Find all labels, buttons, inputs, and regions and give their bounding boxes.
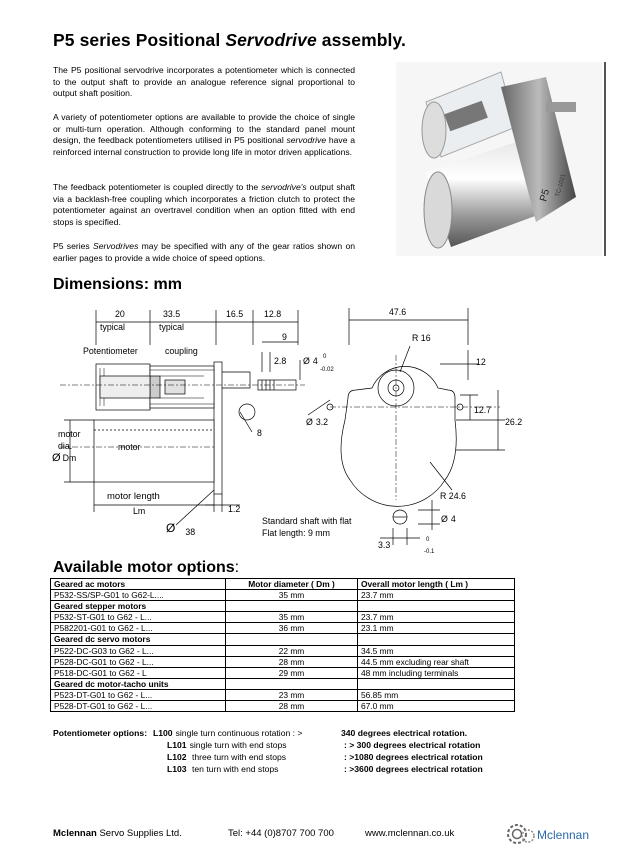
table-header-row (51, 579, 515, 590)
potentiometer-options-label: Potentiometer options: (53, 728, 148, 738)
photo-label-code: TC-1021 (555, 173, 567, 198)
page-title: P5 series Positional Servodrive assembly. (53, 30, 406, 50)
dimension-drawing (40, 298, 560, 560)
table-cell: Overall motor length ( Lm ) (358, 579, 515, 590)
motor-options-heading: Available motor options: (53, 559, 240, 576)
footer-company: Mclennan Servo Supplies Ltd. (53, 828, 182, 839)
table-cell: 34.5 mm (358, 645, 515, 656)
shaft-note-1: Standard shaft with flat (262, 516, 352, 526)
dim-tol-01: -0.1 (424, 549, 435, 555)
table-cell: 28 mm (226, 701, 358, 712)
table-cell: 35 mm (226, 590, 358, 601)
table-cell (226, 678, 358, 689)
table-cell: 23.7 mm (358, 612, 515, 623)
label-lm: Lm (133, 506, 146, 516)
label-potentiometer: Potentiometer (83, 346, 138, 356)
shaft-note-2: Flat length: 9 mm (262, 528, 330, 538)
footer-website[interactable]: www.mclennan.co.uk (365, 828, 455, 839)
table-cell: P582201-G01 to G62 - L... (51, 623, 226, 634)
table-cell: 23.1 mm (358, 623, 515, 634)
table-cell (358, 634, 515, 645)
dim-9: 9 (282, 332, 287, 342)
footer-telephone: Tel: +44 (0)8707 700 700 (228, 828, 334, 839)
table-row (51, 689, 515, 700)
table-cell: Geared ac motors (51, 579, 226, 590)
dim-26-2: 26.2 (505, 417, 523, 427)
label-motor-dia-1: motor (58, 429, 81, 439)
table-cell: 35 mm (226, 612, 358, 623)
dim-33-5: 33.5 (163, 309, 181, 319)
table-row (51, 590, 515, 601)
potentiometer-option-l103: L103 ten turn with end stops : >3600 degrees electrical rotation (167, 764, 483, 774)
intro-paragraph-4: P5 series Servodrives may be specified with any of the gear ratios shown on earlier pages to provide a wide choice of speed options. (53, 241, 356, 263)
motor-options-table (50, 578, 515, 712)
table-cell (358, 678, 515, 689)
dim-4-shaft: Ø 4 (441, 514, 456, 524)
intro-paragraph-2: A variety of potentiometer options are available to provide the choice of single or multi-turn operation. Although conforming to the standard panel mount design, the feedback potentiometers utilised in P5 positional servodrive have a reinforced internal construction to provide long life in motor driven applications. (53, 112, 355, 157)
table-row (51, 656, 515, 667)
table-cell: 56.85 mm (358, 689, 515, 700)
dim-phi-4: Ø 4 (303, 356, 318, 366)
table-cell (226, 601, 358, 612)
table-cell: 44.5 mm excluding rear shaft (358, 656, 515, 667)
table-cell: Geared dc servo motors (51, 634, 226, 645)
potentiometer-option-l100: L100 single turn continuous rotation : > 340 degrees electrical rotation. (153, 728, 468, 738)
intro-paragraph-3: The feedback potentiometer is coupled directly to the servodrive's output shaft via a backlash-free coupling which incorporates a friction clutch to protect the potentiometer against an overtravel condition when an option fitted with end stops is specified. (53, 182, 355, 227)
dim-tol-002: -0.02 (320, 367, 334, 373)
intro-paragraph-1: The P5 positional servodrive incorporates a potentiometer which is connected to the output shaft to provide an analogue reference signal proportional to output shaft position. (53, 65, 355, 99)
dim-1-2: 1.2 (228, 504, 241, 514)
label-motor: motor (118, 442, 141, 452)
table-row (51, 667, 515, 678)
label-motor-dia-2: dia. (58, 441, 73, 451)
dim-3-3: 3.3 (378, 540, 391, 550)
dim-16-5: 16.5 (226, 309, 244, 319)
table-cell: 28 mm (226, 656, 358, 667)
potentiometer-option-l102: L102 three turn with end stops : >1080 degrees electrical rotation (167, 752, 483, 762)
table-cell: P523-DT-G01 to G62 - L... (51, 689, 226, 700)
dim-3-2: Ø 3.2 (306, 417, 329, 427)
label-coupling: coupling (165, 346, 198, 356)
dim-typical-2: typical (159, 322, 184, 332)
table-cell: 23 mm (226, 689, 358, 700)
dim-47-6: 47.6 (389, 307, 407, 317)
table-cell: 23.7 mm (358, 590, 515, 601)
dim-r24-6: R 24.6 (440, 491, 466, 501)
dim-20: 20 (115, 309, 125, 319)
photo-edge-bar (604, 62, 606, 256)
table-group-row (51, 678, 515, 689)
table-cell (226, 634, 358, 645)
dimensions-heading: Dimensions: mm (53, 276, 182, 293)
table-group-row (51, 634, 515, 645)
table-cell: Motor diameter ( Dm ) (226, 579, 358, 590)
photo-label-p5: P5 (538, 188, 553, 203)
dim-r16: R 16 (412, 333, 431, 343)
table-cell: 22 mm (226, 645, 358, 656)
table-cell: 36 mm (226, 623, 358, 634)
product-photo (396, 62, 602, 256)
mclennan-logo (506, 822, 596, 851)
table-cell: Geared stepper motors (51, 601, 226, 612)
dim-8: 8 (257, 428, 262, 438)
table-cell: 67.0 mm (358, 701, 515, 712)
table-row (51, 645, 515, 656)
table-cell: P518-DC-G01 to G62 - L (51, 667, 226, 678)
table-row (51, 701, 515, 712)
dim-12-8: 12.8 (264, 309, 282, 319)
table-cell: 29 mm (226, 667, 358, 678)
dim-typical-1: typical (100, 322, 125, 332)
table-cell: P532-ST-G01 to G62 - L... (51, 612, 226, 623)
table-cell: P522-DC-G03 to G62 - L... (51, 645, 226, 656)
dim-12: 12 (476, 357, 486, 367)
dim-38: Ø 38 (166, 521, 196, 537)
table-cell: 48 mm including terminals (358, 667, 515, 678)
label-motor-length: motor length (107, 491, 160, 502)
logo-text: Mclennan (537, 828, 590, 842)
table-cell: Geared dc motor-tacho units (51, 678, 226, 689)
table-group-row (51, 601, 515, 612)
table-row (51, 623, 515, 634)
dim-tol-0: 0 (323, 354, 327, 360)
dim-12-7: 12.7 (474, 405, 492, 415)
dim-2-8: 2.8 (274, 356, 287, 366)
table-cell: P532-SS/SP-G01 to G62-L.... (51, 590, 226, 601)
table-cell (358, 601, 515, 612)
table-cell: P528-DT-G01 to G62 - L... (51, 701, 226, 712)
potentiometer-option-l101: L101 single turn with end stops : > 300 degrees electrical rotation (167, 740, 481, 750)
table-cell: P528-DC-G01 to G62 - L... (51, 656, 226, 667)
dim-tol-0b: 0 (426, 537, 430, 543)
label-dm: Ø Dm (52, 452, 77, 464)
table-row (51, 612, 515, 623)
